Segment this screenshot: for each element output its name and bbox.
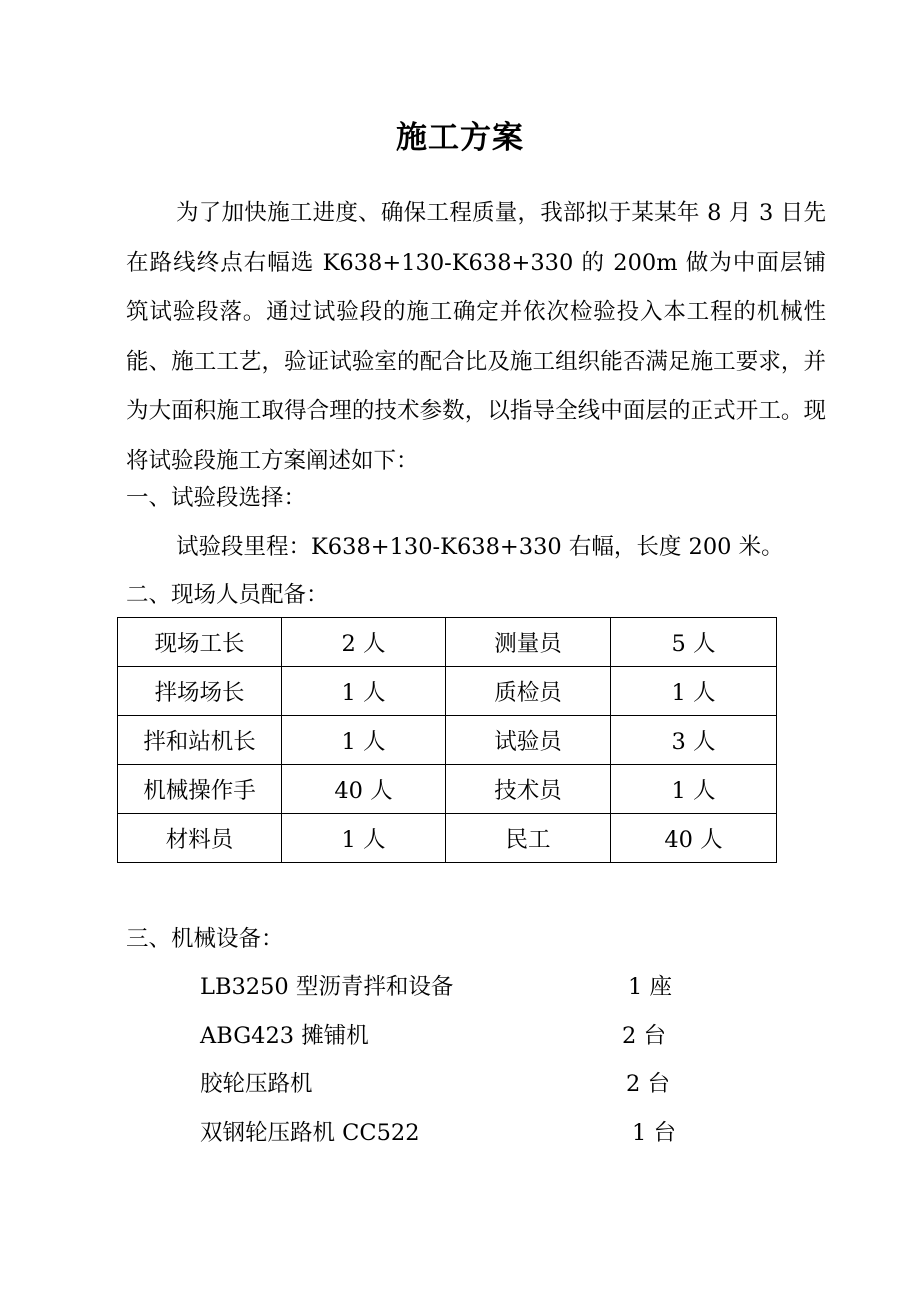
count-cell: 40 人 xyxy=(611,814,777,863)
list-item xyxy=(200,1060,720,1109)
role-cell: 民工 xyxy=(446,814,611,863)
role-cell: 机械操作手 xyxy=(118,765,282,814)
count-cell: 1 人 xyxy=(282,814,446,863)
section-2-heading: 二、现场人员配备： xyxy=(126,582,329,608)
table-row xyxy=(118,618,777,667)
equipment-qty: 2 台 xyxy=(622,1022,666,1049)
count-cell: 40 人 xyxy=(282,765,446,814)
document-title: 施工方案 xyxy=(396,120,524,156)
role-cell: 材料员 xyxy=(118,814,282,863)
equipment-list xyxy=(200,963,720,1157)
count-cell: 2 人 xyxy=(282,618,446,667)
count-cell: 1 人 xyxy=(282,667,446,716)
intro-paragraph: 为了加快施工进度、确保工程质量，我部拟于某某年 8 月 3 日先在路线终点右幅选 K638+130-K638+330 的 200m 做为中面层铺筑试验段落。通过试验段的施工确定并依次检验投入本工程的机械性能、施工工艺，验证试验室的配合比及施工组织能否满足施工要求，并为大面积施工取得合理的技术参数，以指导全线中面层的正式开工。现将试验段施工方案阐述如下： xyxy=(126,200,826,474)
section-1-heading: 一、试验段选择： xyxy=(126,485,307,511)
role-cell: 试验员 xyxy=(446,716,611,765)
equipment-name: 双钢轮压路机 CC522 xyxy=(200,1119,420,1146)
list-item xyxy=(200,1012,720,1061)
count-cell: 1 人 xyxy=(611,765,777,814)
role-cell: 质检员 xyxy=(446,667,611,716)
equipment-name: ABG423 摊铺机 xyxy=(200,1022,369,1049)
count-cell: 1 人 xyxy=(611,667,777,716)
table-row xyxy=(118,765,777,814)
table-row xyxy=(118,716,777,765)
table-row xyxy=(118,667,777,716)
equipment-name: 胶轮压路机 xyxy=(200,1071,313,1097)
role-cell: 拌和站机长 xyxy=(118,716,282,765)
list-item xyxy=(200,963,720,1012)
role-cell: 技术员 xyxy=(446,765,611,814)
role-cell: 拌场场长 xyxy=(118,667,282,716)
equipment-qty: 1 座 xyxy=(628,974,672,1000)
table-row xyxy=(118,814,777,863)
count-cell: 1 人 xyxy=(282,716,446,765)
staff-table xyxy=(117,617,777,863)
list-item xyxy=(200,1109,720,1158)
section-3-heading: 三、机械设备： xyxy=(126,926,284,952)
equipment-name: LB3250 型沥青拌和设备 xyxy=(200,974,454,1000)
count-cell: 3 人 xyxy=(611,716,777,765)
equipment-qty: 2 台 xyxy=(626,1071,670,1097)
section-1-text: 试验段里程：K638+130-K638+330 右幅，长度 200 米。 xyxy=(176,534,784,560)
role-cell: 现场工长 xyxy=(118,618,282,667)
equipment-qty: 1 台 xyxy=(632,1119,676,1146)
role-cell: 测量员 xyxy=(446,618,611,667)
count-cell: 5 人 xyxy=(611,618,777,667)
